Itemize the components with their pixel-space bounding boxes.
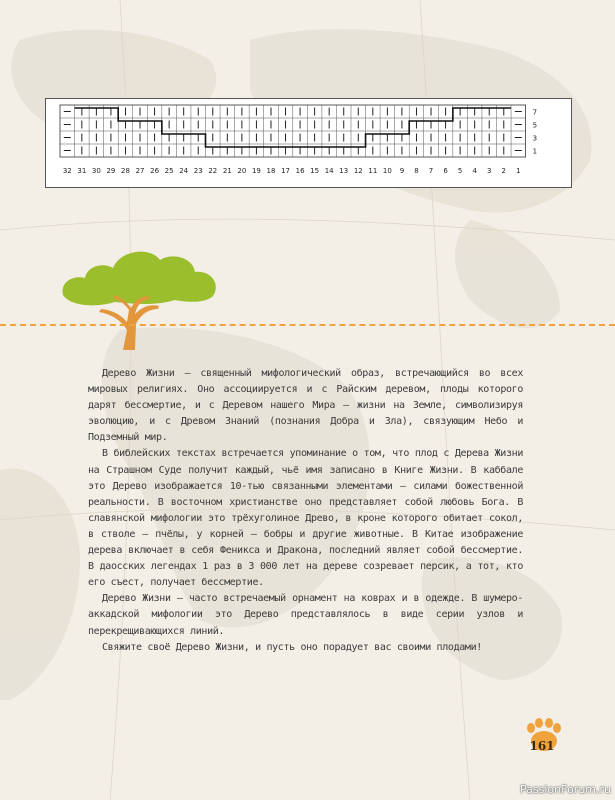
paragraph-1: Дерево Жизни – священный мифологический образ, встречающийся во всех мировых религиях. Оно ассоциируется и с Райским деревом, плоды которого дарят бессмертие, и с Деревом нашего Мира – жизни на Земле, символизируя эволюцию, и с Древом Знаний (познания Добра и Зла), связующим Небо и Подземный мир. — [88, 368, 523, 444]
column-label: 29 — [106, 167, 116, 175]
column-label: 3 — [486, 167, 492, 175]
column-label: 15 — [310, 167, 320, 175]
column-label: 19 — [251, 167, 261, 175]
column-label: 8 — [414, 167, 419, 175]
article-text — [88, 366, 523, 656]
column-label: 32 — [62, 167, 72, 175]
row-label: 7 — [532, 108, 538, 117]
column-label: 20 — [237, 167, 247, 175]
row-label: 5 — [532, 121, 538, 130]
knitting-chart-svg — [46, 99, 571, 187]
column-label: 30 — [91, 167, 101, 175]
column-label: 4 — [472, 167, 477, 175]
column-label: 13 — [339, 167, 349, 175]
column-label: 17 — [281, 167, 290, 175]
column-label: 5 — [457, 167, 463, 175]
column-label: 11 — [368, 167, 378, 175]
column-label: 6 — [443, 167, 448, 175]
orange-dashed-divider — [0, 324, 615, 326]
page-number: 161 — [529, 739, 555, 753]
knitting-chart — [45, 98, 572, 188]
column-label: 16 — [295, 167, 305, 175]
column-label: 25 — [164, 167, 174, 175]
column-label: 24 — [179, 167, 189, 175]
watermark-text: PassionForum.ru — [520, 783, 611, 796]
column-label: 9 — [399, 167, 405, 175]
tree-icon — [55, 240, 225, 355]
column-label: 23 — [193, 167, 203, 175]
column-label: 2 — [501, 167, 507, 175]
column-label: 12 — [353, 167, 363, 175]
paragraph-2: В библейских текстах встречается упоминание о том, что плод с Дерева Жизни на Страшном Суде получит каждый, чьё имя записано в Книге Жизни. В каббале это Дерево изображается 10-тью связанными элементами – силами божественной реальности. В восточном христианстве оно представляет собой любовь Бога. В славянской мифологии это трёхуголиное Древо, в кроне которого обитает сокол, в стволе – пчёлы, у корней – бобры и другие животные. В Китае изображение дерева включает в себя Феникса и Дракона, последний являет собой бессмертие. В даосских легендах 1 раз в 3 000 лет на дереве созревает персик, а тот, кто его съест, получает бессмертие. — [88, 448, 523, 589]
column-label: 7 — [428, 167, 434, 175]
row-label: 3 — [532, 134, 538, 143]
column-label: 10 — [382, 167, 392, 175]
column-label: 27 — [135, 167, 145, 175]
row-label: 1 — [532, 147, 538, 156]
column-label: 26 — [150, 167, 160, 175]
column-label: 31 — [77, 167, 87, 175]
paragraph-3: Дерево Жизни – часто встречаемый орнамент на коврах и в одежде. В шумеро-аккадской мифологии это Дерево представлялось в виде серии узлов и перекрещивающихся линий. — [88, 593, 523, 637]
column-label: 22 — [208, 167, 218, 175]
column-label: 1 — [516, 167, 521, 175]
column-label: 28 — [121, 167, 130, 175]
column-label: 18 — [266, 167, 276, 175]
paragraph-4: Свяжите своё Дерево Жизни, и пусть оно порадует вас своими плодами! — [102, 641, 482, 653]
column-label: 21 — [222, 167, 232, 175]
column-label: 14 — [324, 167, 334, 175]
